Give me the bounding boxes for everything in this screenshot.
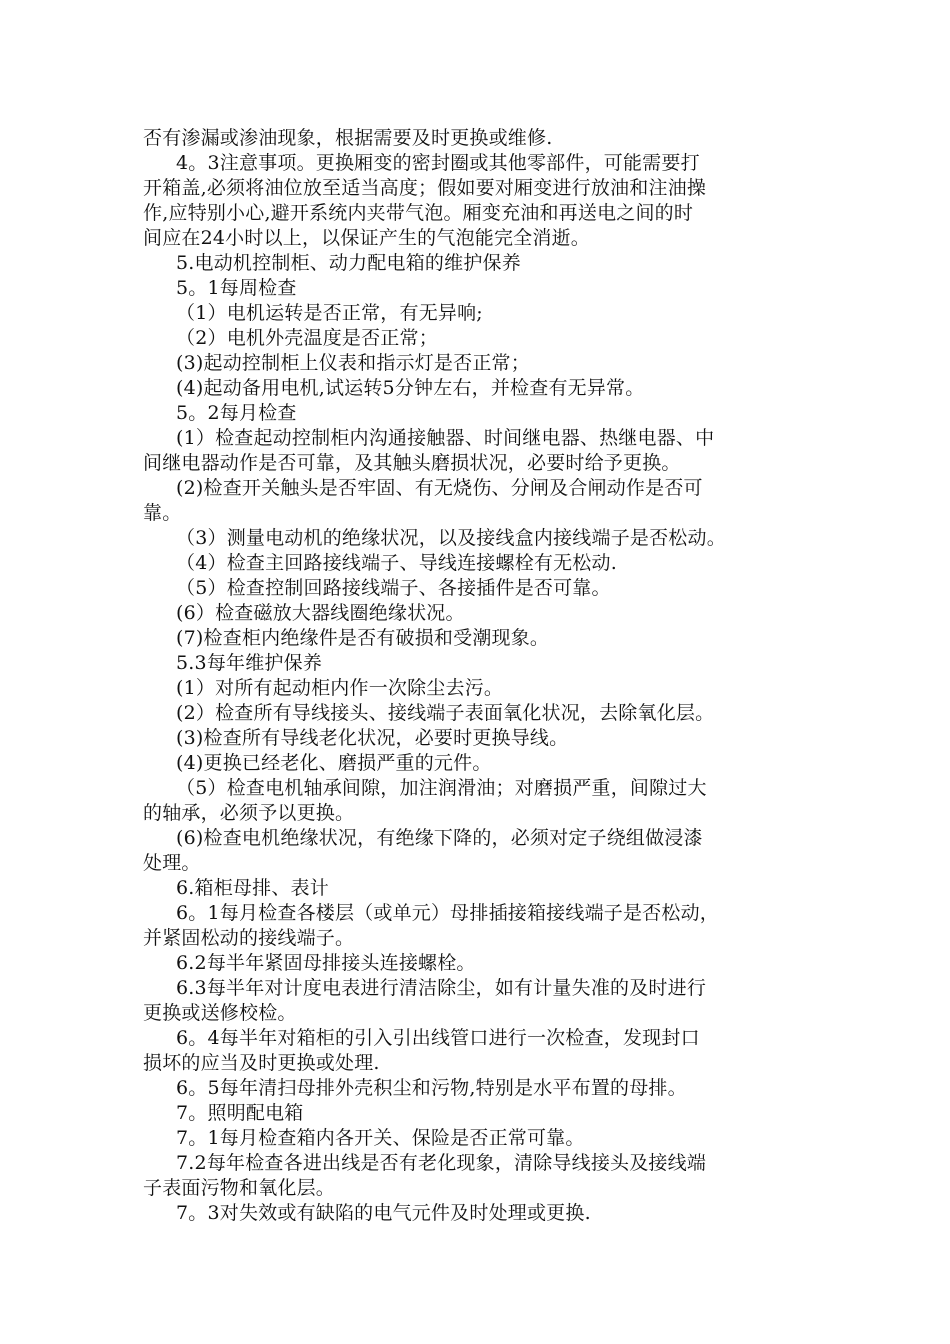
text-line: （4）检查主回路接线端子、导线连接螺栓有无松动.: [176, 552, 617, 574]
text-line: 间继电器动作是否可靠，及其触头磨损状况，必要时给予更换。: [143, 452, 681, 474]
text-line: (4)更换已经老化、磨损严重的元件。: [176, 752, 492, 774]
text-line: 5.3每年维护保养: [176, 652, 323, 674]
text-line: 5。2每月检查: [176, 402, 297, 424]
text-line: 6.箱柜母排、表计: [176, 877, 329, 899]
text-line: 否有渗漏或渗油现象，根据需要及时更换或维修.: [143, 127, 553, 149]
text-line: 作,应特别小心,避开系统内夹带气泡。厢变充油和再送电之间的时: [143, 202, 694, 224]
text-line: 更换或送修校检。: [143, 1002, 297, 1024]
text-line: （5）检查控制回路接线端子、各接插件是否可靠。: [176, 577, 611, 599]
text-line: 5。1每周检查: [176, 277, 297, 299]
text-line: (1）检查起动控制柜内沟通接触器、时间继电器、热继电器、中: [176, 427, 715, 449]
text-line: 并紧固松动的接线端子。: [143, 927, 355, 949]
text-line: 处理。: [143, 852, 201, 874]
text-line: 7.2每年检查各进出线是否有老化现象，清除导线接头及接线端: [176, 1152, 707, 1174]
text-line: (3)起动控制柜上仪表和指示灯是否正常；: [176, 352, 530, 374]
text-line: （3）测量电动机的绝缘状况，以及接线盒内接线端子是否松动。: [176, 527, 726, 549]
text-line: 6。1每月检查各楼层（或单元）母排插接箱接线端子是否松动，: [176, 902, 719, 924]
text-line: 6.2每半年紧固母排接头连接螺栓。: [176, 952, 476, 974]
text-line: 7。3对失效或有缺陷的电气元件及时处理或更换.: [176, 1202, 591, 1224]
text-line: (1）对所有起动柜内作一次除尘去污。: [176, 677, 504, 699]
text-line: 靠。: [143, 502, 182, 524]
text-line: 开箱盖,必须将油位放至适当高度；假如要对厢变进行放油和注油操: [143, 177, 707, 199]
text-line: 7。1每月检查箱内各开关、保险是否正常可靠。: [176, 1127, 585, 1149]
text-line: 7。照明配电箱: [176, 1102, 304, 1124]
text-line: (4)起动备用电机,试运转5分钟左右，并检查有无异常。: [176, 377, 645, 399]
text-line: 间应在24小时以上，以保证产生的气泡能完全消逝。: [143, 227, 590, 249]
text-line: (2）检查所有导线接头、接线端子表面氧化状况，去除氧化层。: [176, 702, 715, 724]
text-line: (6)检查电机绝缘状况，有绝缘下降的，必须对定子绕组做浸漆: [176, 827, 703, 849]
text-line: (6）检查磁放大器线圈绝缘状况。: [176, 602, 465, 624]
text-line: (2)检查开关触头是否牢固、有无烧伤、分闸及合闸动作是否可: [176, 477, 703, 499]
text-line: (7)检查柜内绝缘件是否有破损和受潮现象。: [176, 627, 550, 649]
text-line: 5.电动机控制柜、动力配电箱的维护保养: [176, 252, 521, 274]
text-line: (3)检查所有导线老化状况，必要时更换导线。: [176, 727, 569, 749]
text-line: （2）电机外壳温度是否正常；: [176, 327, 438, 349]
text-line: （1）电机运转是否正常，有无异响;: [176, 302, 483, 324]
text-line: 6.3每半年对计度电表进行清洁除尘，如有计量失准的及时进行: [176, 977, 707, 999]
text-line: 子表面污物和氧化层。: [143, 1177, 336, 1199]
text-line: 损坏的应当及时更换或处理.: [143, 1052, 380, 1074]
text-line: 6。4每半年对箱柜的引入引出线管口进行一次检查，发现封口: [176, 1027, 700, 1049]
text-line: （5）检查电机轴承间隙，加注润滑油；对磨损严重，间隙过大: [176, 777, 707, 799]
text-line: 4。3注意事项。更换厢变的密封圈或其他零部件，可能需要打: [176, 152, 700, 174]
text-line: 的轴承，必须予以更换。: [143, 802, 355, 824]
text-line: 6。5每年清扫母排外壳积尘和污物,特别是水平布置的母排。: [176, 1077, 687, 1099]
